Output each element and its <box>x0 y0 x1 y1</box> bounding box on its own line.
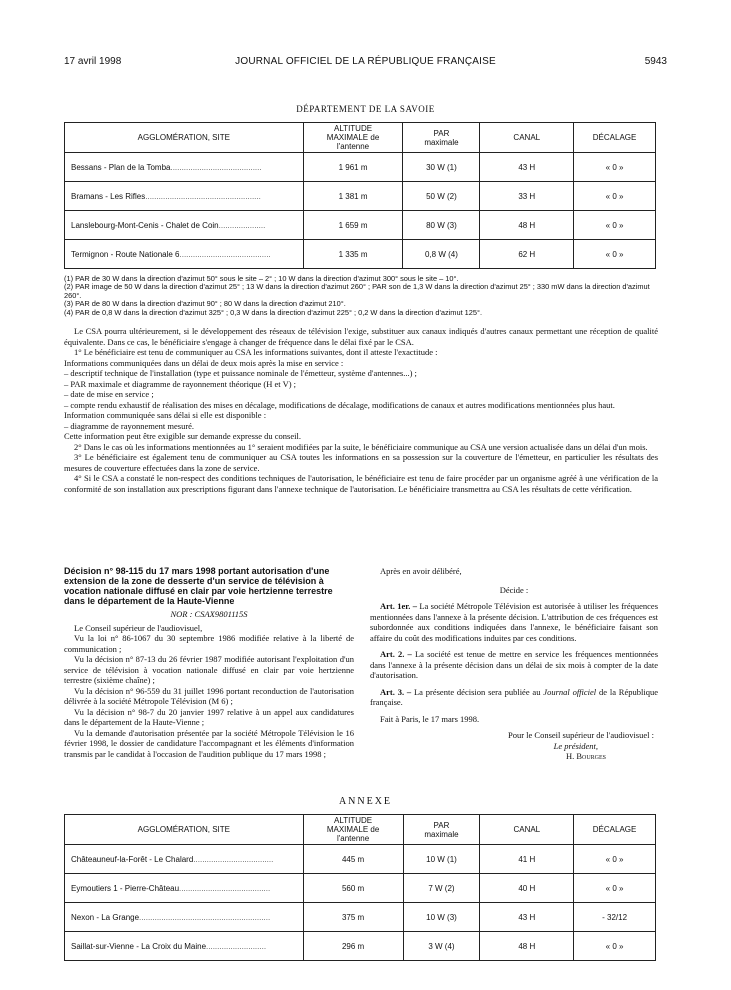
decalage-value: « 0 » <box>574 211 656 240</box>
altitude-value: 1 381 m <box>303 182 403 211</box>
paragraph: Cette information peut être exigible sur demande expresse du conseil. <box>64 431 301 441</box>
altitude-value: 1 659 m <box>303 211 403 240</box>
article-label: Art. 2. – <box>380 649 412 659</box>
decalage-value: « 0 » <box>574 845 656 874</box>
page-number: 5943 <box>644 56 667 67</box>
col-decalage: DÉCALAGE <box>574 123 656 153</box>
list-item: – diagramme de rayonnement mesuré. <box>64 420 195 431</box>
paragraph: Le CSA pourra ultérieurement, si le développement des réseaux de télévision l'exige, substituer aux canaux indiqués d'autres canaux permettant une réception de qualité équivalente. Dans ce cas, le bénéficiaire s'engage à changer de fréquence dans le délai fixé par le CSA. <box>64 326 658 347</box>
decalage-value: - 32/12 <box>574 903 656 932</box>
paragraph: Vu la demande d'autorisation présentée par la société Métropole Télévision le 16 février 1998, le dossier de candidature l'accompagnant et les éléments d'information transmis par le candidat à l'occasion de l'audition publique du 17 mars 1998 ; <box>64 727 354 759</box>
article-2 <box>370 649 658 681</box>
decalage-value: « 0 » <box>574 240 656 269</box>
canal-value: 48 H <box>480 211 574 240</box>
altitude-value: 296 m <box>303 932 403 961</box>
par-value: 3 W (4) <box>403 932 480 961</box>
canal-value: 62 H <box>480 240 574 269</box>
canal-value: 40 H <box>480 874 574 903</box>
altitude-value: 560 m <box>303 874 403 903</box>
altitude-value: 1 335 m <box>303 240 403 269</box>
table-row: Termignon - Route Nationale 6......................................... 1 335 m 0,8 W (4) 62 H « 0 » <box>65 240 656 269</box>
note-3: (3) PAR de 80 W dans la direction d'azimut 90° ; 80 W dans la direction d'azimut 210°. <box>64 299 346 309</box>
paragraph: 4° Si le CSA a constaté le non-respect des conditions techniques de l'autorisation, le bénéficiaire est tenu de faire procéder par un organisme agréé à une vérification de la conformité de son installation aux prescriptions figurant dans l'annexe technique de l'autorisation. Le bénéficiaire transmettra au CSA les résultats de cette vérification. <box>64 473 658 494</box>
signature-role: Le président, <box>553 740 598 751</box>
table-row: Bessans - Plan de la Tomba......................................... 1 961 m 30 W (1) 43 H « 0 » <box>65 153 656 182</box>
par-value: 80 W (3) <box>403 211 480 240</box>
site-name: Bessans - Plan de la Tomba <box>71 162 171 172</box>
article-text: La société est tenue de mettre en service les fréquences mentionnées dans l'annexe à la présente décision dans un délai de six mois à compter de la date d'autorisation. <box>370 649 659 680</box>
savoie-title: DÉPARTEMENT DE LA SAVOIE <box>296 104 435 114</box>
col-site: AGGLOMÉRATION, SITE <box>65 815 304 845</box>
journal-title: JOURNAL OFFICIEL DE LA RÉPUBLIQUE FRANÇAISE <box>235 56 496 67</box>
list-item: – descriptif technique de l'installation (type et puissance nominale de l'émetteur, système d'antennes...) ; <box>64 368 417 378</box>
article-text: La présente décision sera publiée au <box>413 686 541 697</box>
par-value: 50 W (2) <box>403 182 480 211</box>
note-4: (4) PAR de 0,8 W dans la direction d'azimut 325° ; 0,3 W dans la direction d'azimut 225° ; 0,2 W dans la direction d'azimut 125°. <box>64 307 483 317</box>
decalage-value: « 0 » <box>574 932 656 961</box>
site-name: Bramans - Les Rifles <box>71 191 146 201</box>
note-2: (2) PAR image de 50 W dans la direction d'azimut 25° ; 13 W dans la direction d'azimut 260° ; PAR son de 1,3 W dans la direction d'azimut 25° ; 330 mW dans la direction d'azimut 260°. <box>64 282 650 300</box>
paragraph: 1° Le bénéficiaire est tenu de communiquer au CSA les informations suivantes, dont il atteste l'exactitude : <box>74 347 438 357</box>
list-item: – PAR maximale et diagramme de rayonnement théorique (H et V) ; <box>64 378 297 389</box>
site-name: Termignon - Route Nationale 6 <box>71 249 180 259</box>
annexe-table <box>64 814 656 961</box>
conditions-text <box>64 326 658 494</box>
decalage-value: « 0 » <box>574 182 656 211</box>
paragraph: Vu la décision n° 87-13 du 26 février 1987 modifiée autorisant l'exploitation d'un service de télévision à vocation nationale diffusé en clair par voie hertzienne terrestre (sixième chaîne) ; <box>64 654 354 685</box>
list-item: – date de mise en service ; <box>64 389 154 399</box>
article-label: Art. 3. – <box>380 686 412 697</box>
canal-value: 48 H <box>480 932 574 961</box>
table-row: Châteauneuf-la-Forêt - Le Chalard.................................... 445 m 10 W (1) 41 H « 0 » <box>65 845 656 874</box>
paragraph: 2° Dans le cas où les informations mentionnées au 1° seraient modifiées par la suite, le bénéficiaire communique au CSA une version actualisée dans un délai d'un mois. <box>74 441 648 452</box>
decalage-value: « 0 » <box>574 153 656 182</box>
article-1 <box>370 601 658 643</box>
col-site: AGGLOMÉRATION, SITE <box>65 123 304 153</box>
note-1: (1) PAR de 30 W dans la direction d'azimut 50° sous le site – 2° ; 10 W dans la direction d'azimut 300° sous le site – 10°. <box>64 274 459 283</box>
par-value: 0,8 W (4) <box>403 240 480 269</box>
canal-value: 33 H <box>480 182 574 211</box>
col-altitude: ALTITUDE MAXIMALE de l'antenne <box>303 815 403 845</box>
place-date: Fait à Paris, le 17 mars 1998. <box>380 713 480 724</box>
decision-title: Décision n° 98-115 du 17 mars 1998 portant autorisation d'une extension de la zone de desserte d'un service de télévision à vocation nationale diffusé en clair par voie hertzienne terrestre dans le département de la Haute-Vienne <box>64 566 333 606</box>
savoie-notes <box>64 275 658 317</box>
par-value: 10 W (3) <box>403 903 480 932</box>
signature-name: H. Bourges <box>565 751 606 761</box>
decision-right-column <box>370 566 658 762</box>
decalage-value: « 0 » <box>574 874 656 903</box>
canal-value: 41 H <box>480 845 574 874</box>
col-par: PAR maximale <box>403 815 480 845</box>
signature-line: Pour le Conseil supérieur de l'audiovisuel : <box>507 730 654 740</box>
altitude-value: 445 m <box>303 845 403 874</box>
paragraph: Après en avoir délibéré, <box>380 566 462 576</box>
altitude-value: 375 m <box>303 903 403 932</box>
header-date: 17 avril 1998 <box>64 56 122 67</box>
paragraph: Vu la loi n° 86-1067 du 30 septembre 1986 modifiée relative à la liberté de communication ; <box>64 633 354 654</box>
par-value: 30 W (1) <box>403 153 480 182</box>
article-3 <box>370 687 658 708</box>
par-value: 7 W (2) <box>403 874 480 903</box>
paragraph: 3° Le bénéficiaire est également tenu de communiquer au CSA toutes les informations en sa possession sur la couverture de l'émetteur, en particulier les résultats des mesures de couverture effectuées dans la zone de service. <box>64 452 658 473</box>
col-decalage: DÉCALAGE <box>574 815 656 845</box>
table-row: Nexon - La Grange........................................................... 375 m 10 W (3) 43 H - 32/12 <box>65 903 656 932</box>
canal-value: 43 H <box>480 903 574 932</box>
table-row: Saillat-sur-Vienne - La Croix du Maine........................... 296 m 3 W (4) 48 H « 0 » <box>65 932 656 961</box>
table-row: Eymoutiers 1 - Pierre-Château......................................... 560 m 7 W (2) 40 H « 0 » <box>65 874 656 903</box>
decision-left-column <box>64 566 354 759</box>
col-par: PAR maximale <box>403 123 480 153</box>
paragraph: Informations communiquées dans un délai de deux mois après la mise en service : <box>64 357 344 368</box>
col-canal: CANAL <box>480 815 574 845</box>
annexe-title: ANNEXE <box>338 796 393 807</box>
paragraph: Vu la décision n° 96-559 du 31 juillet 1996 portant reconduction de l'autorisation délivrée à la société Métropole Télévision (M 6) ; <box>64 685 354 706</box>
col-altitude: ALTITUDE MAXIMALE de l'antenne <box>303 123 403 153</box>
article-text: de la République française. <box>370 686 658 707</box>
canal-value: 43 H <box>480 153 574 182</box>
site-name: Saillat-sur-Vienne - La Croix du Maine <box>71 941 207 951</box>
site-name: Eymoutiers 1 - Pierre-Château <box>71 883 180 893</box>
table-row: Bramans - Les Rifles.................................................... 1 381 m 50 W (2) 33 H « 0 » <box>65 182 656 211</box>
altitude-value: 1 961 m <box>303 153 403 182</box>
col-canal: CANAL <box>480 123 574 153</box>
list-item: – compte rendu exhaustif de réalisation des mises en décalage, modifications de décalage, modifications de canaux et autres modifications mentionnées plus haut. <box>64 399 615 410</box>
nor-reference: NOR : CSAX9801115S <box>170 609 248 619</box>
article-text: La société Métropole Télévision est autorisée à utiliser les fréquences mentionnées dans l'annexe à la présente décision. L'attribution de ces fréquences est subordonnée aux conditions indiquées dans l'annexe, le bénéficiaire faisant son affaire du coût des modifications induites par ces conditions. <box>370 601 659 643</box>
article-label: Art. 1er. – <box>380 601 417 611</box>
journal-name: Journal officiel <box>543 686 597 697</box>
site-name: Châteauneuf-la-Forêt - Le Chalard <box>71 854 194 864</box>
paragraph: Le Conseil supérieur de l'audiovisuel, <box>74 622 203 633</box>
table-row: Lanslebourg-Mont-Cenis - Chalet de Coin..................... 1 659 m 80 W (3) 48 H « 0 » <box>65 211 656 240</box>
paragraph: Information communiquée sans délai si elle est disponible : <box>64 410 267 420</box>
savoie-table <box>64 122 656 269</box>
site-name: Lanslebourg-Mont-Cenis - Chalet de Coin <box>71 220 219 230</box>
par-value: 10 W (1) <box>403 845 480 874</box>
paragraph: Vu la décision n° 98-7 du 20 janvier 1997 relative à un appel aux candidatures dans le département de la Haute-Vienne ; <box>64 706 354 727</box>
site-name: Nexon - La Grange <box>71 912 140 922</box>
decide-heading: Décide : <box>499 584 529 595</box>
